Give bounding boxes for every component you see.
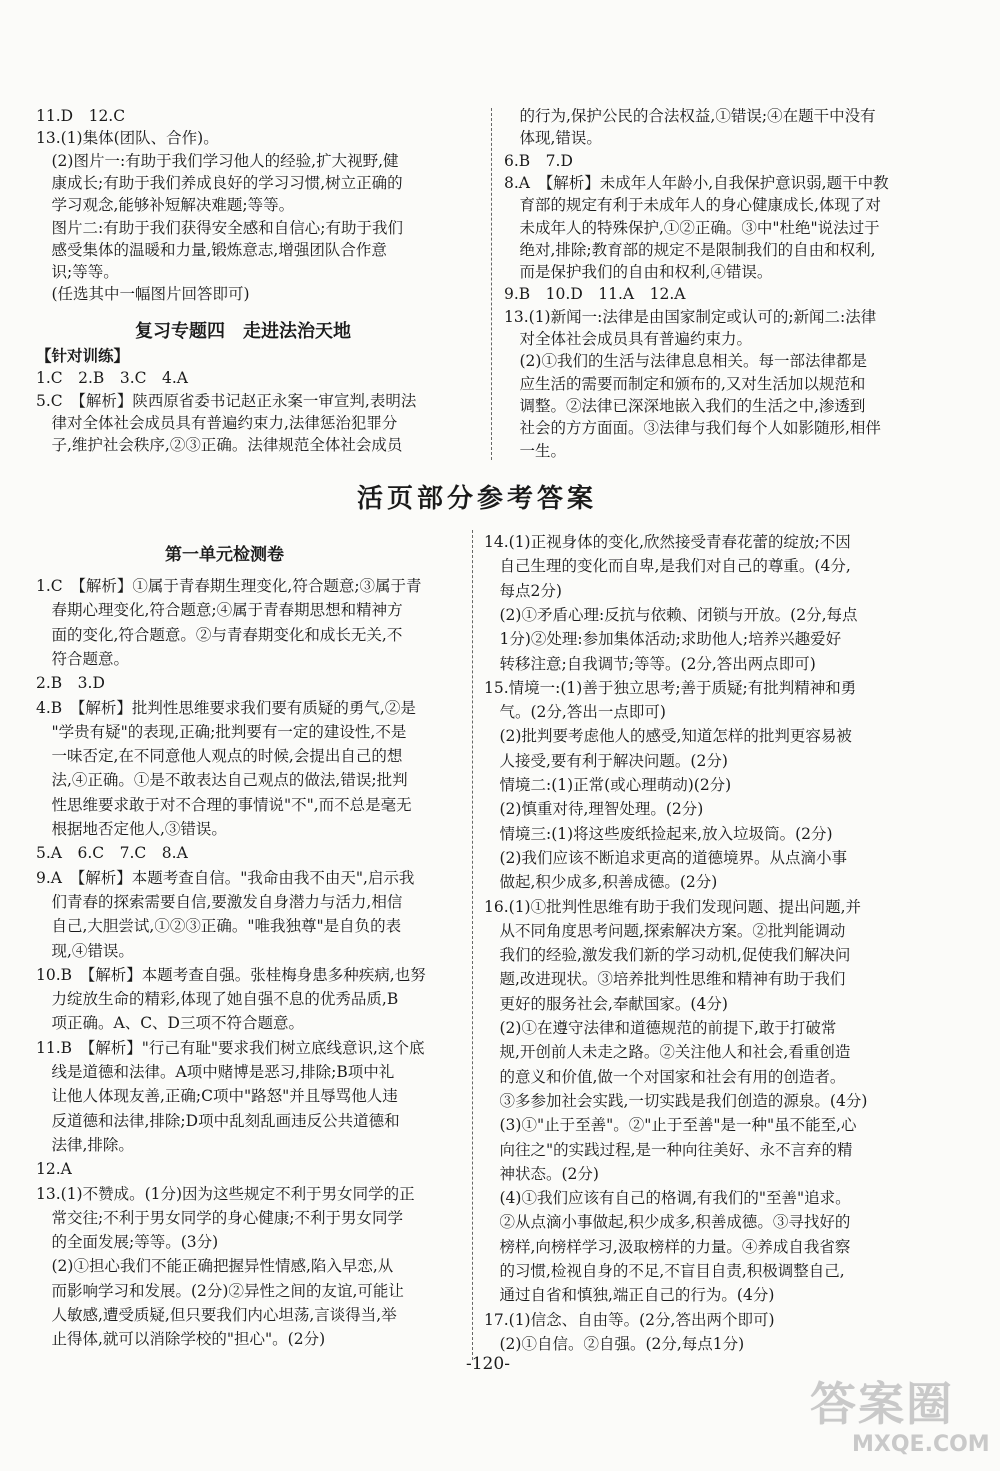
text-line: 项正确。A、C、D三项不符合题意。 <box>36 1014 304 1033</box>
text-line: 的行为,保护公民的合法权益,①错误;④在题干中没有 <box>504 107 876 125</box>
watermark-logo: 答案圈 <box>810 1377 954 1431</box>
text-line: 更好的服务社会,奉献国家。(4分) <box>484 994 728 1013</box>
text-line: 自己,大胆尝试,①②③正确。"唯我独尊"是自负的表 <box>36 917 402 936</box>
text-line: 13.(1)不赞成。(1分)因为这些规定不利于男女同学的正 <box>36 1184 415 1203</box>
text-line: (2)图片一:有助于我们学习他人的经验,扩大视野,健 <box>36 151 399 170</box>
text-line: 规,开创前人未走之路。②关注他人和社会,看重创造 <box>484 1043 851 1062</box>
text-line: 子,维护社会秩序,②③正确。法律规范全体社会成员 <box>36 436 403 455</box>
text-line: 法律,排除。 <box>36 1135 134 1154</box>
bottom-column-divider <box>472 530 473 1360</box>
text-line: (2)①我们的生活与法律息息相关。每一部法律都是 <box>504 352 867 371</box>
text-line: 14.(1)正视身体的变化,欣然接受青春花蕾的绽放;不因 <box>484 533 851 551</box>
text-line: (2)慎重对待,理智处理。(2分) <box>484 800 704 819</box>
text-line: 止得体,就可以消除学校的"担心"。(2分) <box>36 1330 326 1349</box>
text-line: 17.(1)信念、自由等。(2分,答出两个即可) <box>484 1310 775 1329</box>
unit-title: 第一单元检测卷 <box>165 545 284 565</box>
text-line: 神状态。(2分) <box>484 1164 599 1183</box>
text-line: (4)①我们应该有自己的格调,有我们的"至善"追求。 <box>484 1189 851 1208</box>
text-line: 16.(1)①批判性思维有助于我们发现问题、提出问题,并 <box>484 897 862 916</box>
text-line: 图片二:有助于我们获得安全感和自信心;有助于我们 <box>36 218 403 237</box>
text-line: 对全体社会成员具有普遍约束力。 <box>504 330 753 348</box>
text-line: 让他人体现友善,正确;C项中"路怒"并且辱骂他人违 <box>36 1087 398 1106</box>
text-line: 康成长;有助于我们养成良好的学习习惯,树立正确的 <box>36 173 403 192</box>
text-line: 情境三:(1)将这些废纸捡起来,放入垃圾筒。(2分) <box>484 824 833 843</box>
text-line: 面的变化,符合题意。②与青春期变化和成长无关,不 <box>36 625 403 644</box>
text-line: 而是保护我们的自由和权利,④错误。 <box>504 263 773 282</box>
text-line: 性思维要求敢于对不合理的事情说"不",而不总是毫无 <box>36 795 412 814</box>
text-line: (3)①"止于至善"。②"止于至善"是一种"虽不能至,心 <box>484 1116 857 1135</box>
text-line: 未成年人的特殊保护,①②正确。③中"杜绝"说法过于 <box>504 218 880 237</box>
text-line: 春期心理变化,符合题意;④属于青春期思想和精神方 <box>36 601 403 620</box>
text-line: 从不同角度思考问题,探索解决方案。②批判能调动 <box>484 921 846 940</box>
text-line: 11.B 【解析】"行己有耻"要求我们树立底线意识,这个底 <box>36 1038 425 1057</box>
text-line: 1.C 2.B 3.C 4.A <box>36 369 188 388</box>
text-line: 体现,错误。 <box>504 129 602 148</box>
text-line: 10.B 【解析】本题考查自强。张桂梅身患多种疾病,也努 <box>36 965 426 984</box>
text-line: 9.A 【解析】本题考查自信。"我命由我不由天",启示我 <box>36 868 415 887</box>
text-line: 育部的规定有利于未成年人的身心健康成长,体现了对 <box>504 196 881 215</box>
text-line: 律对全体社会成员具有普遍约束力,法律惩治犯罪分 <box>36 413 398 432</box>
text-line: (2)批判要考虑他人的感受,知道怎样的批判更容易被 <box>484 727 852 746</box>
text-line: 【针对训练】 <box>36 346 130 365</box>
text-line: "学贵有疑"的表现,正确;批判要有一定的建设性,不是 <box>36 722 407 741</box>
text-line: 常交往;不利于男女同学的身心健康;不利于男女同学 <box>36 1208 403 1227</box>
text-line: 2.B 3.D <box>36 674 105 693</box>
text-line: 1分)②处理:参加集体活动;求助他人;培养兴趣爱好 <box>484 630 842 649</box>
watermark-url: MXQE.COM <box>852 1432 990 1457</box>
text-line: 5.A 6.C 7.C 8.A <box>36 844 188 863</box>
text-line: 人敏感,遭受质疑,但只要我们内心坦荡,言谈得当,举 <box>36 1306 397 1324</box>
text-line: 榜样,向榜样学习,汲取榜样的力量。④养成自我省察 <box>484 1237 851 1256</box>
text-line: 5.C 【解析】陕西原省委书记赵正永案一审宣判,表明法 <box>36 391 417 410</box>
text-line: 通过自省和慎独,端正自己的行为。(4分) <box>484 1286 775 1305</box>
text-line: 符合题意。 <box>36 649 130 668</box>
text-line: (2)①自信。②自强。(2分,每点1分) <box>484 1334 745 1353</box>
text-line: 绝对,排除;教育部的规定不是限制我们的自由和权利, <box>504 240 876 259</box>
text-line: 每点2分) <box>484 581 562 600</box>
text-line: 线是道德和法律。A项中赌博是恶习,排除;B项中礼 <box>36 1063 395 1081</box>
text-line: 的习惯,检视自身的不足,不盲目自责,积极调整自己, <box>484 1262 845 1280</box>
text-line: ②从点滴小事做起,积少成多,积善成德。③寻找好的 <box>484 1213 851 1232</box>
text-line: (2)①担心我们不能正确把握异性情感,陷入早恋,从 <box>36 1257 394 1276</box>
text-line: 感受集体的温暖和力量,锻炼意志,增强团队合作意 <box>36 240 387 259</box>
top-column-divider <box>491 108 492 460</box>
text-line: 应生活的需要而制定和颁布的,又对生活加以规范和 <box>504 374 866 393</box>
text-line: 反道德和法律,排除;D项中乱刻乱画违反公共道德和 <box>36 1111 400 1130</box>
text-line: 识;等等。 <box>36 263 119 282</box>
text-line: 转移注意;自我调节;等等。(2分,答出两点即可) <box>484 654 816 673</box>
text-line: 8.A 【解析】未成年人年龄小,自我保护意识弱,题干中教 <box>504 173 889 192</box>
text-line: 13.(1)集体(团队、合作)。 <box>36 129 219 148</box>
text-line: 气。(2分,答出一点即可) <box>484 703 666 722</box>
text-line: 而影响学习和发展。(2分)②异性之间的友谊,可能让 <box>36 1281 404 1300</box>
text-line: 向往之"的实践过程,是一种向往美好、永不言弃的精 <box>484 1140 853 1159</box>
text-line: 力绽放生命的精彩,体现了她自强不息的优秀品质,B <box>36 990 399 1009</box>
text-line: 1.C 【解析】①属于青春期生理变化,符合题意;③属于青 <box>36 577 422 595</box>
main-title: 活页部分参考答案 <box>357 484 598 514</box>
page-number: -120- <box>466 1354 510 1374</box>
text-line: 情境二:(1)正常(或心理萌动)(2分) <box>484 776 732 794</box>
section-title: 复习专题四 走进法治天地 <box>135 321 351 342</box>
text-line: (2)我们应该不断追求更高的道德境界。从点滴小事 <box>484 848 847 867</box>
text-line: 我们的经验,激发我们新的学习动机,促使我们解决问 <box>484 946 851 965</box>
text-line: 的意义和价值,做一个对国家和社会有用的创造者。 <box>484 1067 846 1086</box>
text-line: 根据地否定他人,③错误。 <box>36 820 227 838</box>
text-line: 12.A <box>36 1160 72 1179</box>
text-line: (2)①矛盾心理:反抗与依赖、闭锁与开放。(2分,每点 <box>484 605 858 624</box>
text-line: 13.(1)新闻一:法律是由国家制定或认可的;新闻二:法律 <box>504 307 877 326</box>
text-line: ③多参加社会实践,一切实践是我们创造的源泉。(4分) <box>484 1091 868 1110</box>
text-line: 们青春的探索需要自信,要激发自身潜力与活力,相信 <box>36 892 403 911</box>
text-line: 调整。②法律已深深地嵌入我们的生活之中,渗透到 <box>504 396 866 415</box>
text-line: 人接受,要有利于解决问题。(2分) <box>484 751 728 770</box>
text-line: 一味否定,在不同意他人观点的时候,会提出自己的想 <box>36 747 403 766</box>
text-line: 15.情境一:(1)善于独立思考;善于质疑;有批判精神和勇 <box>484 678 857 697</box>
text-line: 题,改进现状。③培养批判性思维和精神有助于我们 <box>484 970 846 989</box>
text-line: 做起,积少成多,积善成德。(2分) <box>484 873 718 892</box>
text-line: 11.D 12.C <box>36 107 126 125</box>
text-line: 一生。 <box>504 441 567 460</box>
text-line: 社会的方方面面。③法律与我们每个人如影随形,相伴 <box>504 419 881 438</box>
text-line: 现,④错误。 <box>36 941 134 960</box>
text-line: 学习观念,能够补短解决难题;等等。 <box>36 196 295 215</box>
text-line: 9.B 10.D 11.A 12.A <box>504 285 686 304</box>
text-line: (2)①在遵守法律和道德规范的前提下,敢于打破常 <box>484 1019 837 1037</box>
text-line: 4.B 【解析】批判性思维要求我们要有质疑的勇气,②是 <box>36 698 416 717</box>
text-line: 的全面发展;等等。(3分) <box>36 1233 219 1252</box>
text-line: 6.B 7.D <box>504 151 573 170</box>
text-line: 自己生理的变化而自卑,是我们对自己的尊重。(4分, <box>484 557 851 576</box>
text-line: 法,④正确。①是不敢表达自己观点的做法,错误;批判 <box>36 771 408 790</box>
text-line: (任选其中一幅图片回答即可) <box>36 285 250 304</box>
